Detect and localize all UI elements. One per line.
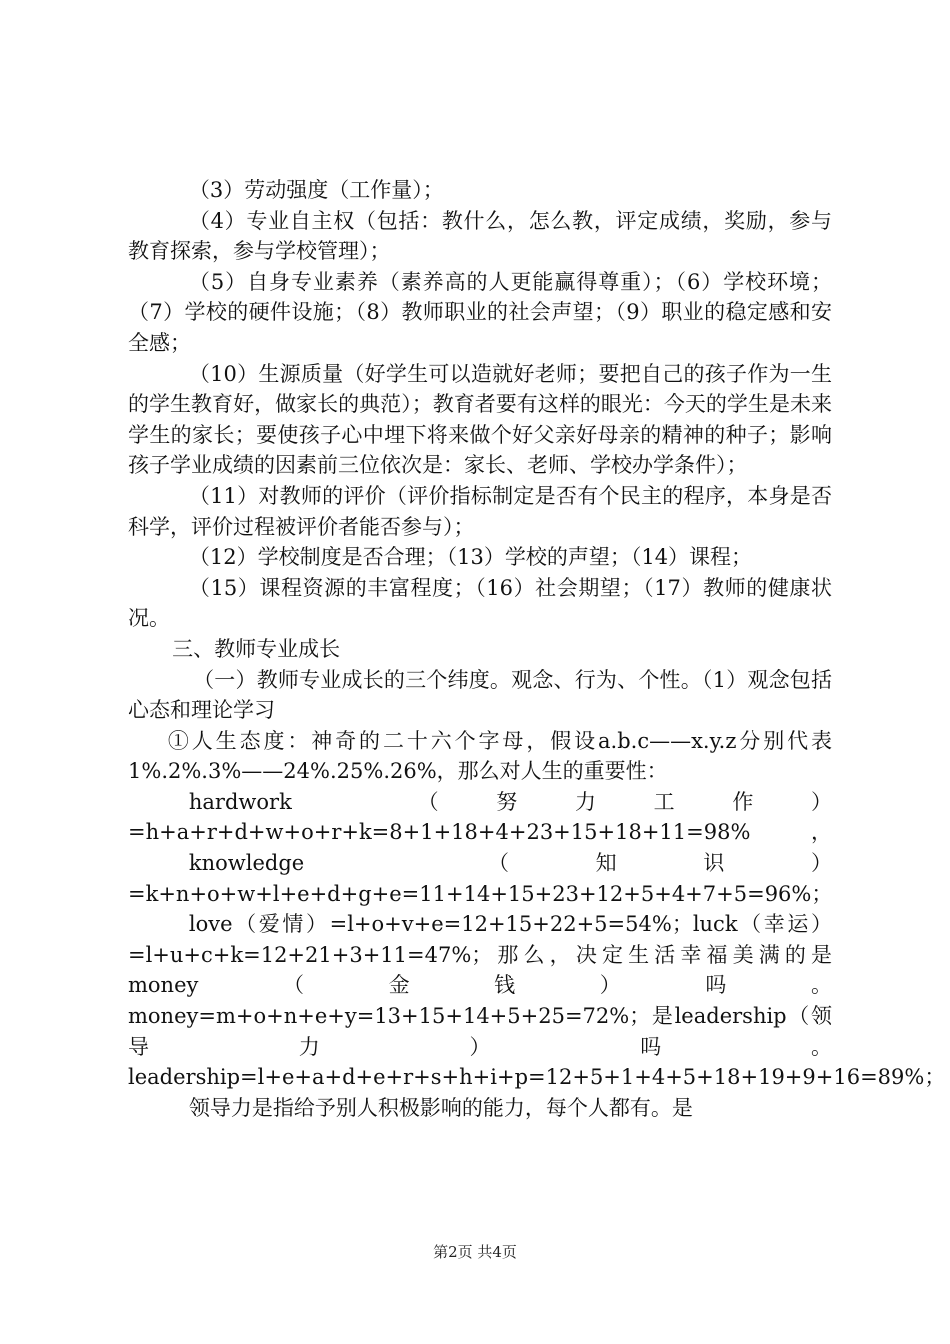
formula-knowledge: knowledge （知识）=k+n+o+w+l+e+d+g+e=11+14+15+23+12+5+4+7+5=96%； (128, 851, 833, 906)
paragraph-curriculum-resources: （15）课程资源的丰富程度；（16）社会期望；（17）教师的健康状况。 (128, 575, 832, 631)
formula-hardwork: hardwork （努力工作）=h+a+r+d+w+o+r+k=8+1+18+4+23+15+18+11=98%， (128, 789, 832, 845)
page-footer: 第2页 共4页 (433, 1243, 517, 1261)
subsection-dimensions: （一）教师专业成长的三个纬度。观念、行为、个性。（1）观念包括心态和理论学习 (128, 667, 832, 723)
paragraph-student-source: （10）生源质量（好学生可以造就好老师；要把自己的孩子作为一生的学生教育好，做家长的典范）；教育者要有这样的眼光：今天的学生是未来学生的家长；要使孩子心中埋下将来做个好父亲好母亲的精神的种子；影响孩子学业成绩的因素前三位依次是：家长、老师、学校办学条件）； (128, 361, 832, 478)
paragraph-leadership-definition: 领导力是指给予别人积极影响的能力，每个人都有。是 (188, 1095, 693, 1120)
paragraph-labor-intensity: （3）劳动强度（工作量）； (188, 178, 444, 202)
paragraph-life-attitude: ①人生态度：神奇的二十六个字母，假设a.b.c——x.y.z分别代表1%.2%.3%——24%.25%.26%，那么对人生的重要性： (128, 728, 832, 784)
section-heading: 三、教师专业成长 (172, 636, 341, 661)
paragraph-autonomy: （4）专业自主权（包括：教什么，怎么教，评定成绩，奖励，参与教育探索，参与学校管理）； (128, 208, 832, 264)
paragraph-professional-quality: （5）自身专业素养（素养高的人更能赢得尊重）；（6）学校环境；（7）学校的硬件设施；（8）教师职业的社会声望；（9）职业的稳定感和安全感； (128, 269, 832, 355)
paragraph-school-system: （12）学校制度是否合理；（13）学校的声望；（14）课程； (188, 545, 753, 570)
paragraph-teacher-evaluation: （11）对教师的评价（评价指标制定是否有个民主的程序，本身是否科学，评价过程被评价者能否参与）； (128, 483, 832, 539)
paragraph-love-luck-money-leadership: love（爱情）=l+o+v+e=12+15+22+5=54%；luck（幸运）=l+u+c+k=12+21+3+11=47%；那么，决定生活幸福美满的是money（金钱）吗。money=m+o+n+e+y=13+15+14+5+25=72%；是leadership（领导力）吗。leadership=l+e+a+d+e+r+s+h+i+p=12+5+1+4+5+18+19+9+16=89%； (128, 912, 946, 1090)
document-body (128, 175, 946, 1123)
